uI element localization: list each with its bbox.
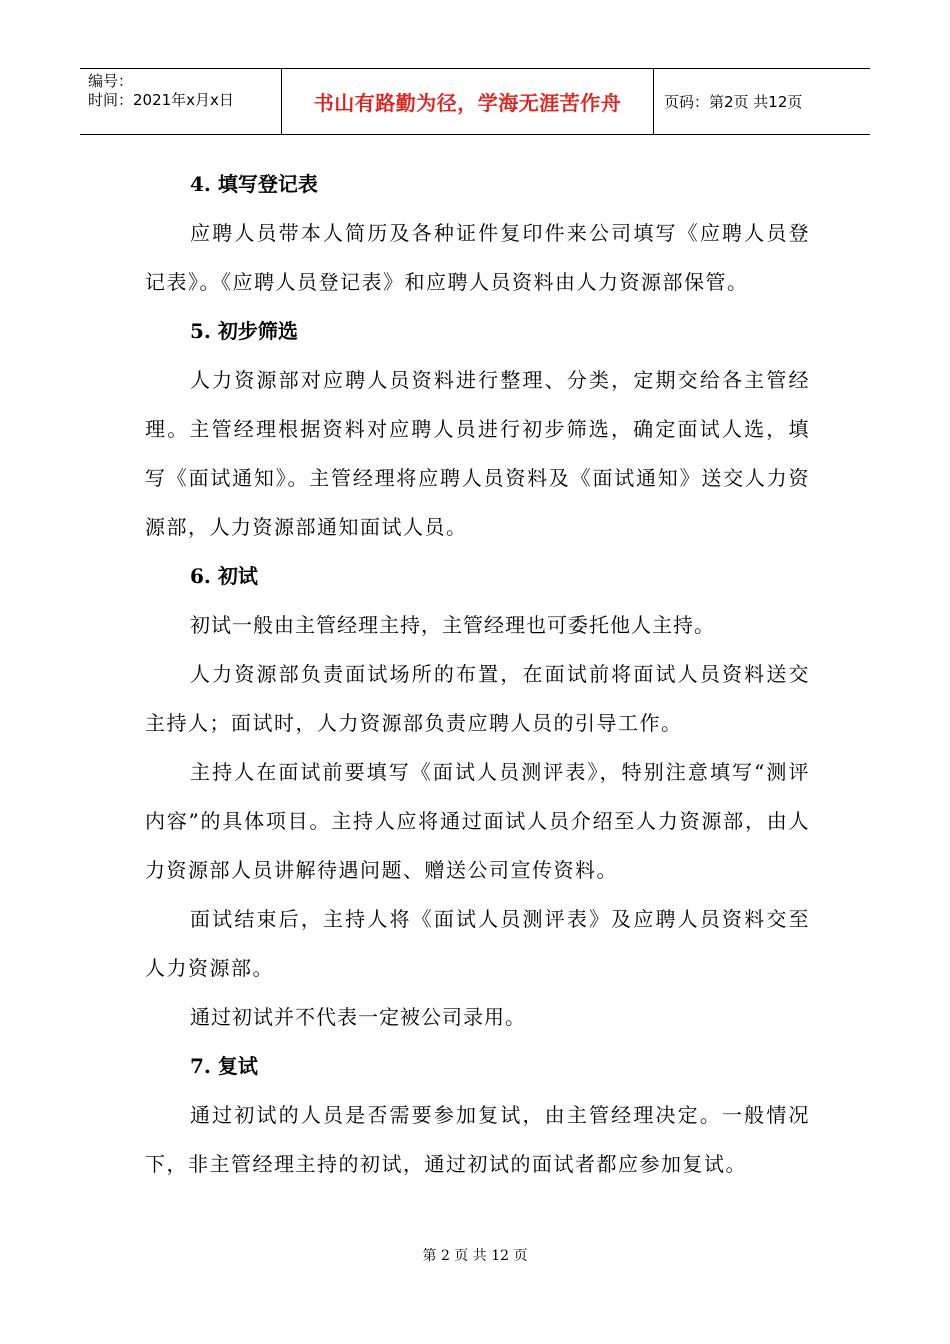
header-motto: 书山有路勤为径，学海无涯苦作舟 bbox=[313, 91, 622, 115]
page-header bbox=[80, 68, 870, 135]
section-heading-6: 6. 初试 bbox=[190, 564, 258, 588]
section-heading-4: 4. 填写登记表 bbox=[190, 172, 318, 196]
paragraph: 人力资源部对应聘人员资料进行整理、分类，定期交给各主管经理。主管经理根据资料对应聘人员进行初步筛选，确定面试人选，填写《面试通知》。主管经理将应聘人员资料及《面试通知》送交人力资源部，人力资源部通知面试人员。 bbox=[145, 368, 810, 539]
document-number-label: 编号： bbox=[88, 72, 134, 90]
header-motto-cell bbox=[282, 69, 654, 134]
page-footer: 第 2 页 共 12 页 bbox=[422, 1248, 528, 1264]
paragraph: 初试一般由主管经理主持，主管经理也可委托他人主持。 bbox=[190, 613, 715, 637]
paragraph: 通过初试并不代表一定被公司录用。 bbox=[190, 1005, 526, 1029]
header-page-number: 页码：第2页 共12页 bbox=[664, 93, 803, 111]
document-date-label: 时间：2021年x月x日 bbox=[88, 91, 234, 109]
paragraph: 通过初试的人员是否需要参加复试，由主管经理决定。一般情况下，非主管经理主持的初试，通过初试的面试者都应参加复试。 bbox=[145, 1103, 810, 1176]
header-page-cell bbox=[654, 69, 870, 134]
document-body bbox=[145, 160, 810, 1189]
paragraph: 面试结束后，主持人将《面试人员测评表》及应聘人员资料交至人力资源部。 bbox=[145, 907, 810, 980]
section-heading-5: 5. 初步筛选 bbox=[190, 319, 298, 343]
paragraph: 人力资源部负责面试场所的布置，在面试前将面试人员资料送交主持人；面试时，人力资源部负责应聘人员的引导工作。 bbox=[145, 662, 810, 735]
paragraph: 主持人在面试前要填写《面试人员测评表》，特别注意填写“测评内容”的具体项目。主持人应将通过面试人员介绍至人力资源部，由人力资源部人员讲解待遇问题、赠送公司宣传资料。 bbox=[145, 760, 810, 882]
paragraph: 应聘人员带本人简历及各种证件复印件来公司填写《应聘人员登记表》。《应聘人员登记表》和应聘人员资料由人力资源部保管。 bbox=[145, 221, 810, 294]
header-meta bbox=[80, 69, 282, 134]
section-heading-7: 7. 复试 bbox=[190, 1054, 258, 1078]
